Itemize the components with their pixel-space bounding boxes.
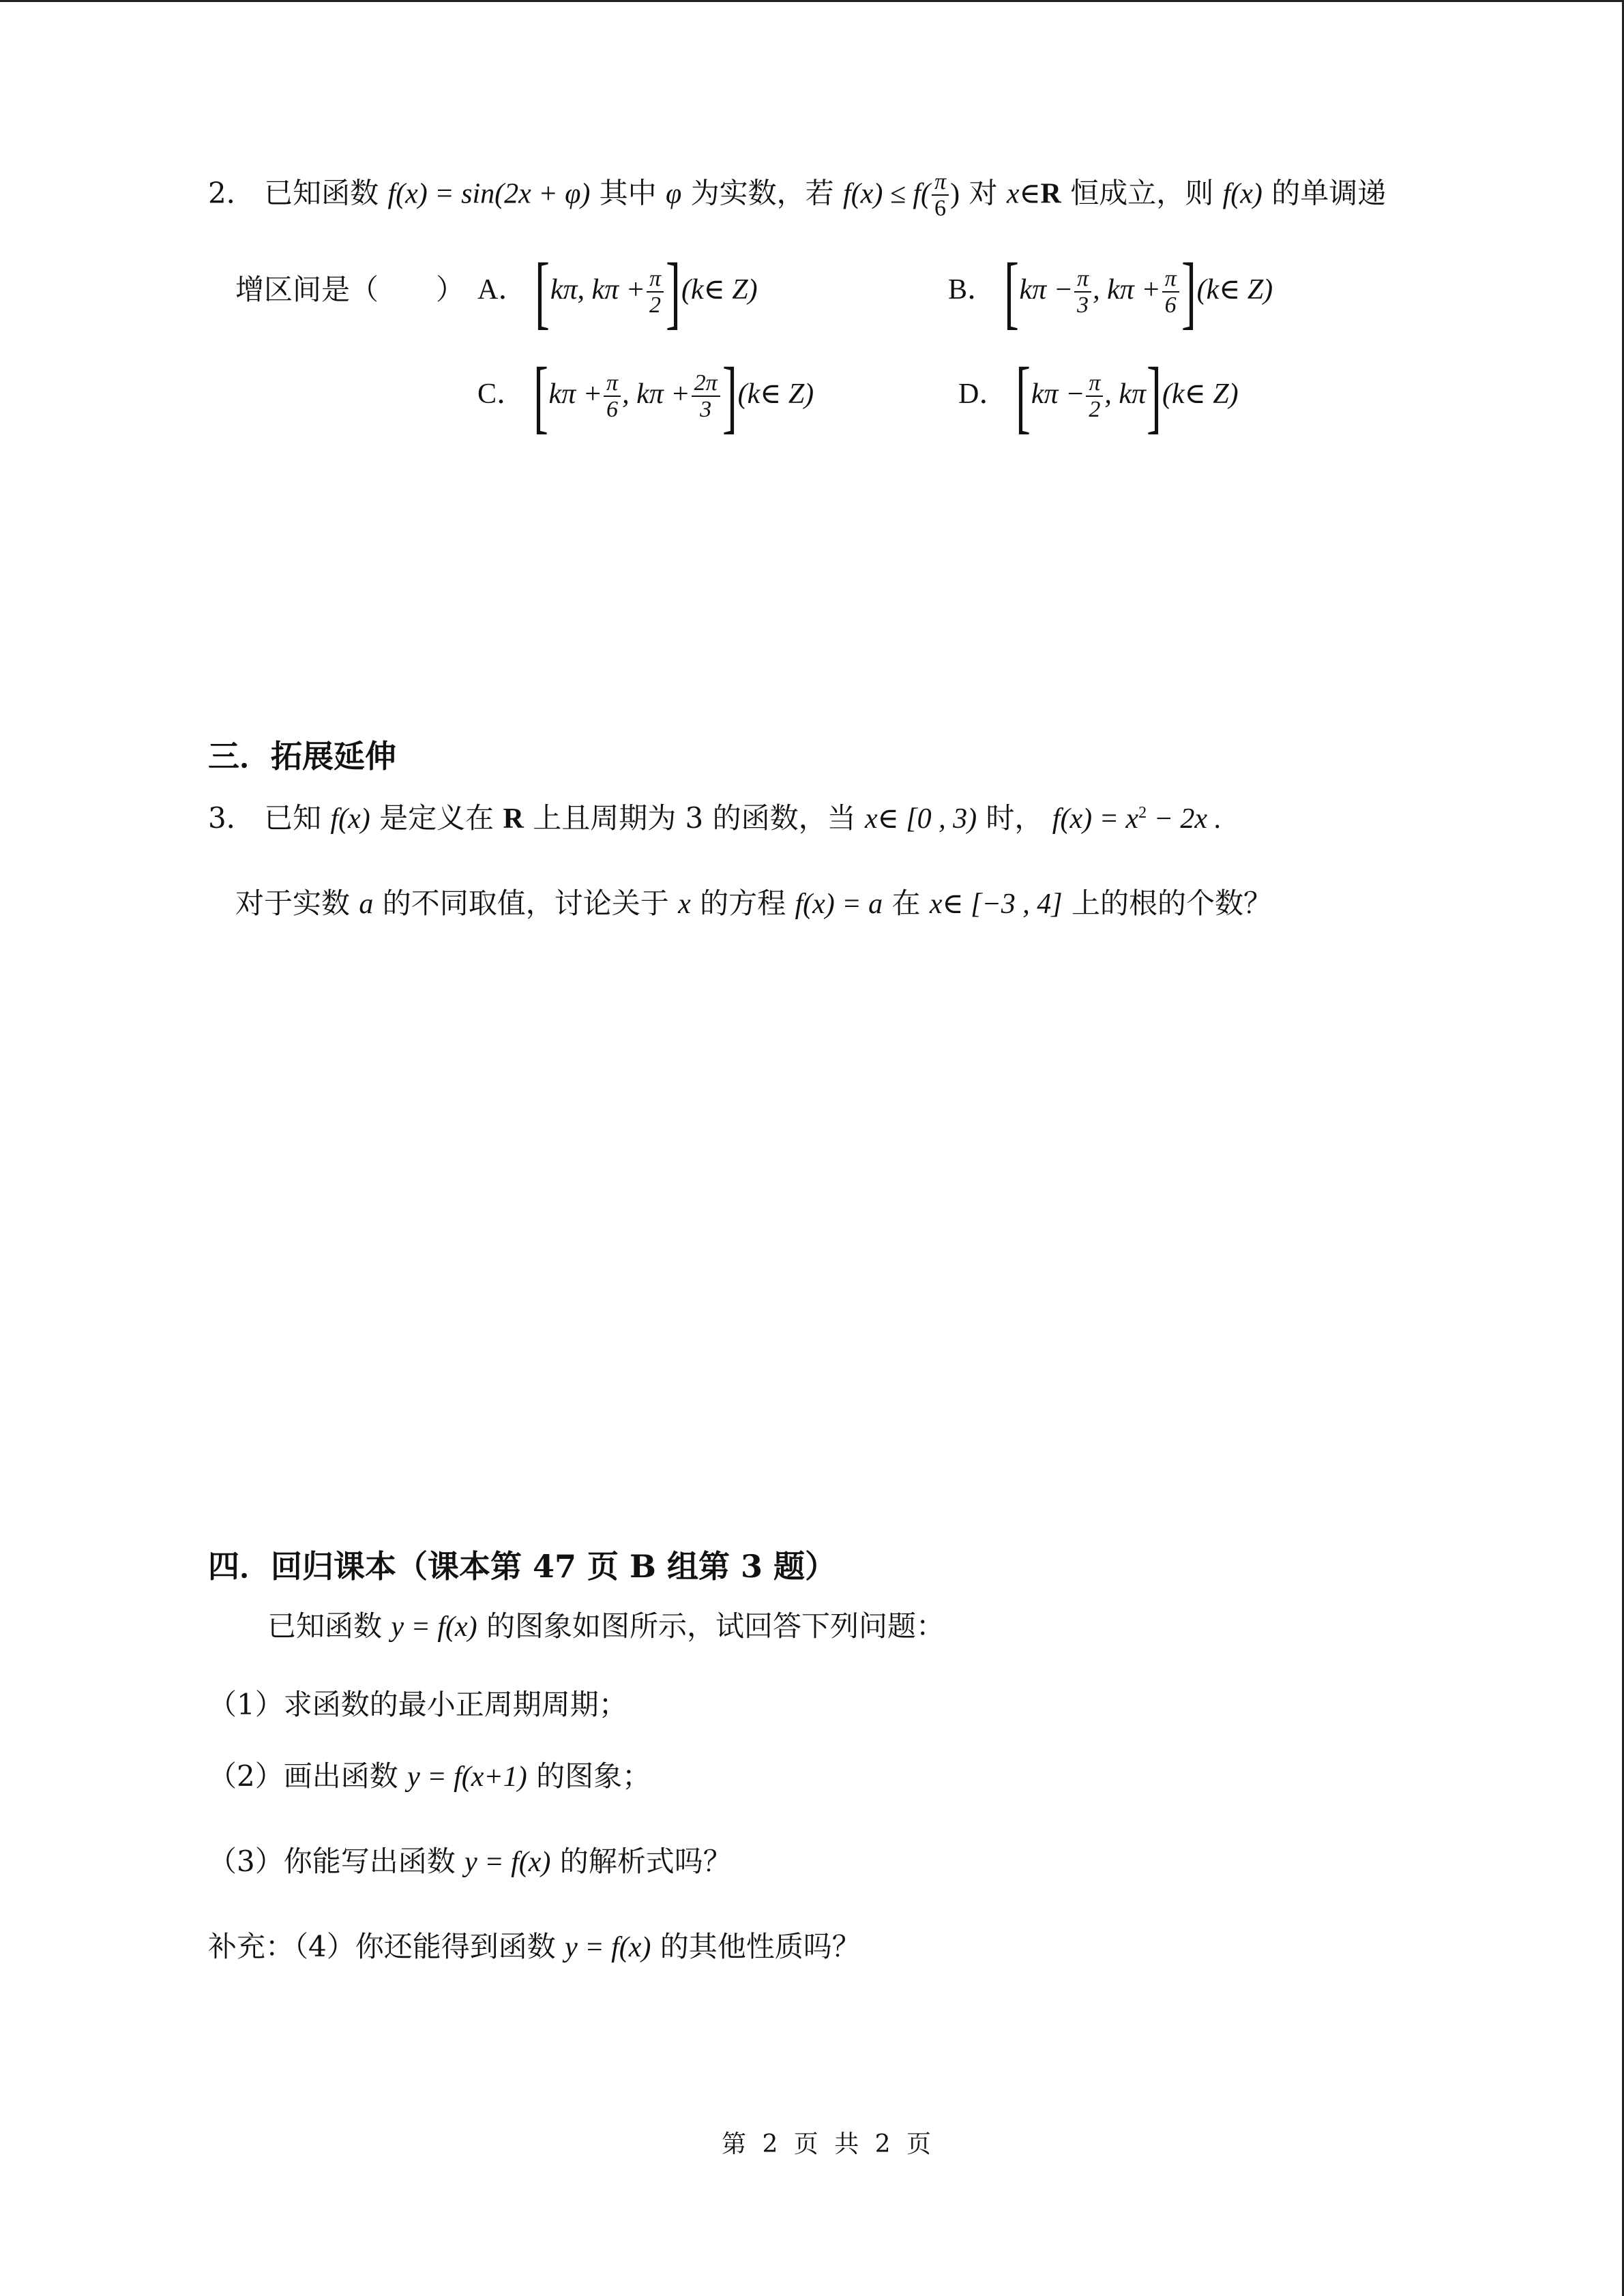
q2-number: 2． (208, 176, 255, 210)
section4-item-1: （1）求函数的最小正周期周期； (208, 1688, 628, 1721)
q2-line2 (235, 252, 464, 327)
section4-item-3: （3）你能写出函数 y = f(x) 的解析式吗？ (208, 1845, 732, 1878)
left-bracket: [ (534, 246, 550, 338)
section4-intro: 已知函数 y = f(x) 的图象如图所示，试回答下列问题： (267, 1609, 945, 1643)
q2-option-b: B． [kπ − $\frac{\pi}{3}$ , kπ + $\frac{\pi}{6}$ ](k∈ Z) (948, 246, 1273, 338)
section4-item-4: 补充：（4）你还能得到函数 y = f(x) 的其他性质吗？ (208, 1930, 861, 1963)
q2-function: f(x) = sin(2x + φ) (387, 178, 591, 210)
right-bracket: ] (1181, 246, 1196, 338)
q2-option-a: A． [kπ, kπ + $\frac{\pi}{2}$ ](k∈ Z) (477, 246, 758, 338)
q3-line1: 3． 已知 f(x) 是定义在 R 上且周期为 3 的函数，当 x∈ [0 , 3) 时， $f(x) = x^2 - 2x$ . (208, 801, 1222, 835)
q3-line2: 对于实数 a 的不同取值，讨论关于 x 的方程 f(x) = a 在 x∈ [−3 , 4] 上的根的个数？ (235, 886, 1272, 920)
q2-line1: 2． 已知函数 f(x) = sin(2x + φ) 其中 φ 为实数，若 f(x) ≤ f( $\frac{\pi}{6}$ ) 对 x∈R 恒成立，则 f(x) 的单调递 (208, 169, 1387, 222)
q2-option-d: D． [kπ − $\frac{\pi}{2}$ , kπ](k∈ Z) (958, 351, 1239, 442)
left-bracket: [ (533, 351, 548, 442)
top-border (0, 0, 1624, 2)
q2-fraction: $\frac{\pi}{6}$ (932, 169, 949, 222)
section4-item-2: （2）画出函数 y = f(x+1) 的图象； (208, 1759, 651, 1793)
q2-prompt: 增区间是（ ） (235, 273, 465, 306)
left-bracket: [ (1015, 351, 1031, 442)
right-bracket: ] (1147, 351, 1162, 442)
page-footer: 第 2 页 共 2 页 (722, 2130, 936, 2158)
left-bracket: [ (1003, 246, 1019, 338)
section4-heading: 四．回归课本（课本第 47 页 B 组第 3 题） (208, 1548, 836, 1585)
q3-number: 3． (208, 801, 255, 835)
section3-heading: 三．拓展延伸 (208, 738, 396, 775)
right-bracket: ] (666, 246, 681, 338)
q2-option-c: C． [kπ + $\frac{\pi}{6}$ , kπ + $\frac{2\pi}{3}$ ](k∈ Z) (477, 351, 814, 442)
right-bracket: ] (722, 351, 737, 442)
